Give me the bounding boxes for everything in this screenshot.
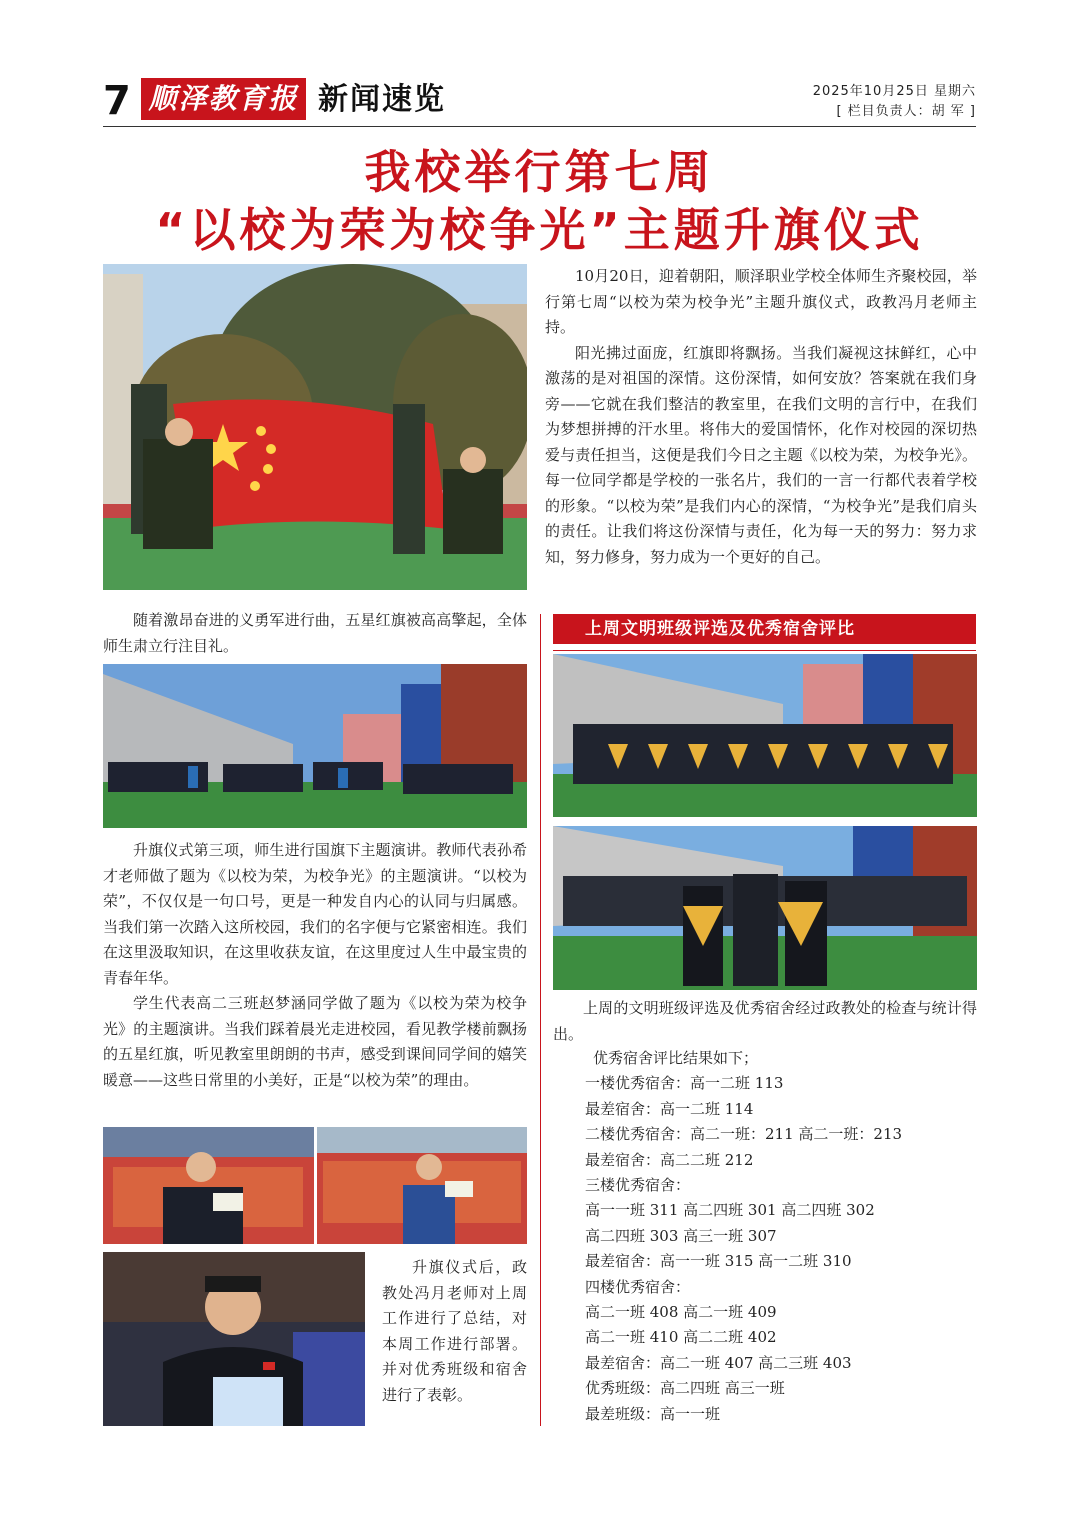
summary-paragraph <box>382 1255 527 1408</box>
student-speech-photo <box>317 1127 527 1244</box>
award-group-photo <box>553 654 977 817</box>
result-line: 二楼优秀宿舍：高二一班：211 高二一班：213 <box>585 1125 903 1144</box>
results-list-intro: 优秀宿舍评比结果如下； <box>593 1049 759 1067</box>
teacher-speech-paragraph: 升旗仪式第三项，师生进行国旗下主题演讲。教师代表孙希才老师做了题为《以校为荣，为校争光》的主题演讲。“以校为荣”，不仅仅是一句口号，更是一种发自内心的认同与归属感。当我们第一次踏入这所校园，我们的名字便与它紧密相连。我们在这里汲取知识，在这里收获友谊，在这里度过人生中最宝贵的青春年华。 <box>103 841 527 987</box>
column-editor: [ 栏目负责人：胡 军 ] <box>836 104 976 119</box>
result-line: 优秀班级：高二四班 高三一班 <box>585 1379 785 1398</box>
intro-paragraph: 阳光拂过面庞，红旗即将飘扬。当我们凝视这抹鲜红，心中激荡的是对祖国的深情。这份深情，如何安放？答案就在我们身旁——它就在我们整洁的教室里，在我们文明的言行中，在我们为梦想拼搏的汗水里。将伟大的爱国情怀，化作对校园的深切热爱与责任担当，这便是我们今日之主题《以校为荣，为校争光》。每一位同学都是学校的一张名片，我们的一言一行都代表着学校的形象。“以校为荣”是我们内心的深情，“为校争光”是我们肩头的责任。让我们将这份深情与责任，化为每一天的努力：努力求知，努力修身，努力成为一个更好的自己。 <box>545 343 977 566</box>
result-line: 最差班级：高一一班 <box>585 1404 721 1423</box>
result-line: 高二四班 303 高三一班 307 <box>585 1226 777 1245</box>
result-line: 三楼优秀宿舍： <box>585 1176 691 1195</box>
result-line: 最差宿舍：高二一班 407 高二三班 403 <box>585 1353 852 1372</box>
section-title: 新闻速览 <box>318 82 446 117</box>
teacher-speech-photo <box>103 1127 314 1244</box>
issue-date: 2025年10月25日 星期六 <box>812 84 976 99</box>
evaluation-box-rule <box>553 650 976 651</box>
result-line: 四楼优秀宿舍： <box>585 1277 691 1296</box>
speech-article <box>103 838 527 1093</box>
evaluation-box-title: 上周文明班级评选及优秀宿舍评比 <box>553 614 976 644</box>
dorm-results-list <box>585 1046 977 1427</box>
header-divider <box>103 126 976 127</box>
anthem-paragraph <box>103 608 527 659</box>
result-line: 高二一班 408 高二一班 409 <box>585 1303 777 1322</box>
summary-text: 升旗仪式后，政教处冯月老师对上周工作进行了总结，对本周工作进行部署。并对优秀班级和宿舍进行了表彰。 <box>382 1258 527 1404</box>
result-intro-text: 上周的文明班级评选及优秀宿舍经过政教处的检查与统计得出。 <box>553 999 977 1043</box>
student-speech-paragraph: 学生代表高二三班赵梦涵同学做了题为《以校为荣为校争光》的主题演讲。当我们踩着晨光走进校园，看见教学楼前飘扬的五星红旗，听见教室里朗朗的书声，感受到课间同学间的嬉笑暖意——这些日常里的小美好，正是“以校为荣”的理由。 <box>103 994 527 1089</box>
intro-article <box>545 264 977 570</box>
result-line: 高二一班 410 高二二班 402 <box>585 1328 777 1347</box>
headline-line-1: 我校举行第七周 <box>364 145 715 199</box>
page-number: 7 <box>103 78 131 124</box>
assembly-photo <box>103 664 527 828</box>
host-teacher-photo <box>103 1252 365 1426</box>
result-paragraph <box>553 996 977 1047</box>
anthem-text: 随着激昂奋进的义勇军进行曲，五星红旗被高高擎起，全体师生肃立行注目礼。 <box>103 611 527 655</box>
result-line: 最差宿舍：高二二班 212 <box>585 1150 754 1169</box>
intro-paragraph: 10月20日，迎着朝阳，顺泽职业学校全体师生齐聚校园，举行第七周“以校为荣为校争光”主题升旗仪式，政教冯月老师主持。 <box>545 267 977 336</box>
result-line: 最差宿舍：高一二班 114 <box>585 1099 754 1118</box>
award-leaders-photo <box>553 826 977 990</box>
column-divider <box>540 614 541 1426</box>
masthead-logo: 顺泽教育报 <box>141 78 306 120</box>
result-line: 一楼优秀宿舍：高一二班 113 <box>585 1074 784 1093</box>
headline-line-2: “以校为荣为校争光”主题升旗仪式 <box>155 203 924 257</box>
flag-guard-photo <box>103 264 527 590</box>
result-line: 高一一班 311 高二四班 301 高二四班 302 <box>585 1201 875 1220</box>
result-line: 最差宿舍：高一一班 315 高一二班 310 <box>585 1252 852 1271</box>
